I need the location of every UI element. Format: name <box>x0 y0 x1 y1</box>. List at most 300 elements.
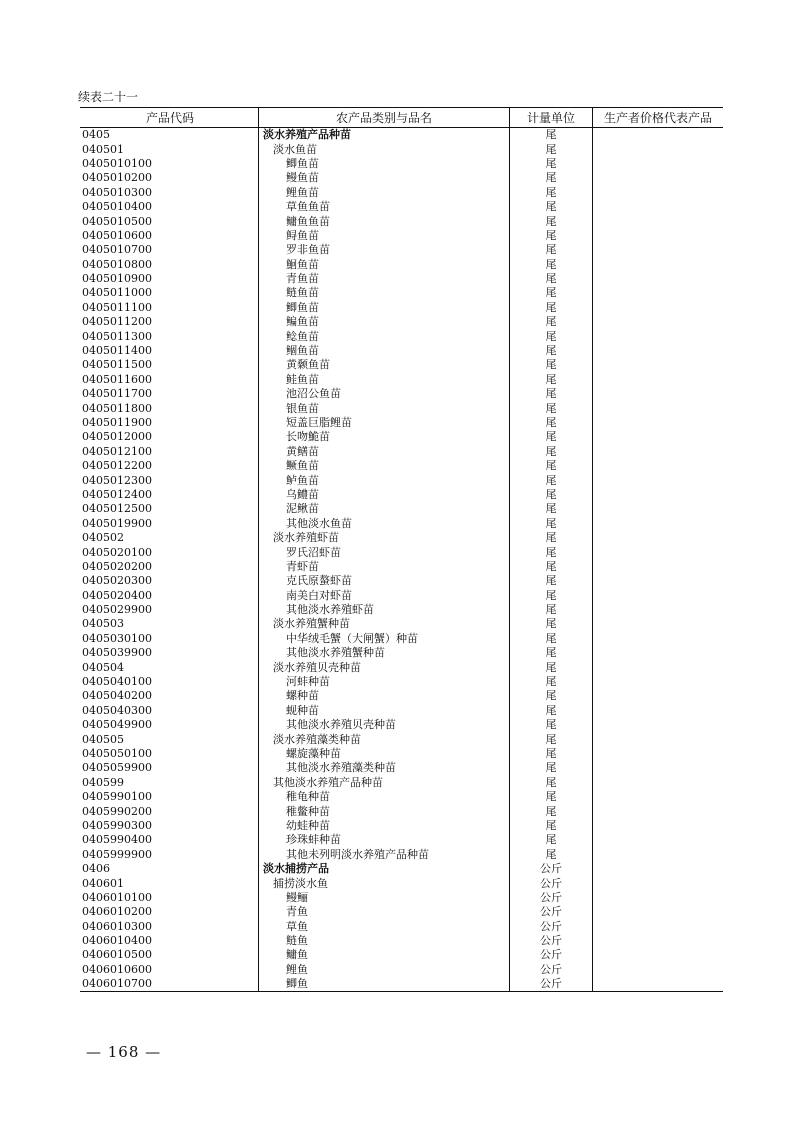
unit-cell: 尾 <box>510 517 593 531</box>
product-code-cell: 040502 <box>82 531 124 545</box>
representative-product-cell <box>593 646 724 660</box>
table-row <box>80 876 723 890</box>
product-code-cell: 0405012300 <box>82 473 152 487</box>
representative-product-cell <box>593 214 724 228</box>
representative-product-cell <box>593 531 724 545</box>
product-name-cell: 其他淡水鱼苗 <box>259 517 510 531</box>
unit-cell: 尾 <box>510 617 593 631</box>
table-row <box>80 344 723 358</box>
product-code-cell: 0406010600 <box>82 962 152 976</box>
table-row <box>80 531 723 545</box>
table-row <box>80 934 723 948</box>
representative-product-cell <box>593 142 724 156</box>
product-code-cell: 0405990100 <box>82 790 152 804</box>
table-row <box>80 157 723 171</box>
representative-product-cell <box>593 358 724 372</box>
product-catalog-table <box>80 107 723 992</box>
product-name-cell: 泥鳅苗 <box>259 502 510 516</box>
page-number: — 168 — <box>86 1043 162 1061</box>
product-code-cell: 0405010300 <box>82 185 152 199</box>
unit-cell: 尾 <box>510 502 593 516</box>
product-name-cell: 淡水养殖虾苗 <box>259 531 510 545</box>
product-code-cell: 0405010100 <box>82 156 152 170</box>
product-name-cell: 中华绒毛蟹（大闸蟹）种苗 <box>259 632 510 646</box>
representative-product-cell <box>593 934 724 948</box>
table-row <box>80 286 723 300</box>
product-name-cell: 黄鳝苗 <box>259 445 510 459</box>
unit-cell: 尾 <box>510 329 593 343</box>
unit-cell: 公斤 <box>510 948 593 962</box>
table-row <box>80 416 723 430</box>
product-name-cell: 其他未列明淡水养殖产品种苗 <box>259 848 510 862</box>
product-name-cell: 淡水养殖蟹种苗 <box>259 617 510 631</box>
table-row <box>80 128 723 143</box>
product-code-cell: 0405020300 <box>82 574 152 588</box>
product-name-cell: 螺旋藻种苗 <box>259 747 510 761</box>
table-row <box>80 373 723 387</box>
unit-cell: 尾 <box>510 848 593 862</box>
product-code-cell: 0405020400 <box>82 588 152 602</box>
representative-product-cell <box>593 272 724 286</box>
representative-product-cell <box>593 761 724 775</box>
representative-product-cell <box>593 718 724 732</box>
unit-cell: 尾 <box>510 459 593 473</box>
product-code-cell: 0406010700 <box>82 977 152 991</box>
product-code-cell: 0405011600 <box>82 372 152 386</box>
table-row <box>80 214 723 228</box>
table-row <box>80 948 723 962</box>
table-row <box>80 200 723 214</box>
unit-cell: 尾 <box>510 804 593 818</box>
product-name-cell: 鲈鱼苗 <box>259 473 510 487</box>
unit-cell: 尾 <box>510 258 593 272</box>
representative-product-cell <box>593 488 724 502</box>
product-code-cell: 0405010200 <box>82 171 152 185</box>
table-row <box>80 761 723 775</box>
product-code-cell: 0405011000 <box>82 286 152 300</box>
representative-product-cell <box>593 430 724 444</box>
representative-product-cell <box>593 416 724 430</box>
representative-product-cell <box>593 891 724 905</box>
product-name-cell: 鲢鱼苗 <box>259 286 510 300</box>
representative-product-cell <box>593 459 724 473</box>
table-row <box>80 171 723 185</box>
representative-product-cell <box>593 876 724 890</box>
unit-cell: 尾 <box>510 200 593 214</box>
unit-cell: 公斤 <box>510 963 593 977</box>
product-name-cell: 鲢鱼 <box>259 934 510 948</box>
product-code-cell: 040505 <box>82 732 124 746</box>
unit-cell: 尾 <box>510 646 593 660</box>
table-row <box>80 229 723 243</box>
product-name-cell: 鲫鱼苗 <box>259 301 510 315</box>
product-name-cell: 银鱼苗 <box>259 401 510 415</box>
table-row <box>80 301 723 315</box>
product-code-cell: 0405012000 <box>82 430 152 444</box>
table-row <box>80 977 723 992</box>
representative-product-cell <box>593 617 724 631</box>
unit-cell: 公斤 <box>510 876 593 890</box>
unit-cell: 尾 <box>510 387 593 401</box>
table-row <box>80 833 723 847</box>
product-code-cell: 0405030100 <box>82 631 152 645</box>
table-row <box>80 387 723 401</box>
unit-cell: 尾 <box>510 344 593 358</box>
product-code-cell: 0405040100 <box>82 675 152 689</box>
representative-product-cell <box>593 171 724 185</box>
representative-product-cell <box>593 301 724 315</box>
unit-cell: 尾 <box>510 675 593 689</box>
unit-cell: 尾 <box>510 833 593 847</box>
unit-cell: 尾 <box>510 689 593 703</box>
product-name-cell: 蚬种苗 <box>259 704 510 718</box>
product-code-cell: 0405011100 <box>82 300 152 314</box>
representative-product-cell <box>593 445 724 459</box>
product-code-cell: 0405999900 <box>82 847 152 861</box>
representative-product-cell <box>593 905 724 919</box>
table-row <box>80 459 723 473</box>
product-name-cell: 鳙鱼鱼苗 <box>259 214 510 228</box>
table-row <box>80 358 723 372</box>
product-name-cell: 幼蛙种苗 <box>259 819 510 833</box>
product-name-cell: 其他淡水养殖虾苗 <box>259 603 510 617</box>
unit-cell: 尾 <box>510 128 593 143</box>
table-row <box>80 919 723 933</box>
unit-cell: 尾 <box>510 358 593 372</box>
table-row <box>80 747 723 761</box>
representative-product-cell <box>593 315 724 329</box>
table-body <box>80 128 723 992</box>
table-row <box>80 632 723 646</box>
unit-cell: 尾 <box>510 171 593 185</box>
representative-product-cell <box>593 243 724 257</box>
representative-product-cell <box>593 387 724 401</box>
table-row <box>80 660 723 674</box>
table-row <box>80 272 723 286</box>
representative-product-cell <box>593 373 724 387</box>
unit-cell: 尾 <box>510 589 593 603</box>
product-name-cell: 鲫鱼 <box>259 977 510 992</box>
table-row <box>80 502 723 516</box>
unit-cell: 尾 <box>510 574 593 588</box>
representative-product-cell <box>593 517 724 531</box>
product-code-cell: 0405 <box>82 128 110 142</box>
representative-product-cell <box>593 747 724 761</box>
table-row <box>80 804 723 818</box>
product-name-cell: 池沼公鱼苗 <box>259 387 510 401</box>
product-code-cell: 0405012400 <box>82 487 152 501</box>
product-name-cell: 螺种苗 <box>259 689 510 703</box>
table-row <box>80 790 723 804</box>
table-row <box>80 704 723 718</box>
product-name-cell: 淡水捕捞产品 <box>259 862 510 876</box>
product-name-cell: 乌鳢苗 <box>259 488 510 502</box>
product-code-cell: 0405010600 <box>82 228 152 242</box>
product-name-cell: 草鱼鱼苗 <box>259 200 510 214</box>
representative-product-cell <box>593 977 724 992</box>
representative-product-cell <box>593 848 724 862</box>
product-name-cell: 稚龟种苗 <box>259 790 510 804</box>
representative-product-cell <box>593 660 724 674</box>
table-row <box>80 142 723 156</box>
unit-cell: 公斤 <box>510 977 593 992</box>
product-code-cell: 0405011300 <box>82 329 152 343</box>
product-name-cell: 鳙鱼 <box>259 948 510 962</box>
product-name-cell: 淡水养殖产品种苗 <box>259 128 510 143</box>
representative-product-cell <box>593 919 724 933</box>
representative-product-cell <box>593 258 724 272</box>
product-code-cell: 0405010400 <box>82 200 152 214</box>
table-row <box>80 905 723 919</box>
unit-cell: 尾 <box>510 632 593 646</box>
product-code-cell: 0405011800 <box>82 401 152 415</box>
unit-cell: 尾 <box>510 229 593 243</box>
table-header-row <box>80 108 723 128</box>
unit-cell: 尾 <box>510 531 593 545</box>
product-code-cell: 0405020200 <box>82 559 152 573</box>
representative-product-cell <box>593 675 724 689</box>
representative-product-cell <box>593 560 724 574</box>
unit-cell: 尾 <box>510 301 593 315</box>
product-code-cell: 0406010400 <box>82 934 152 948</box>
header-unit: 计量单位 <box>510 108 593 128</box>
representative-product-cell <box>593 948 724 962</box>
product-code-cell: 0405011200 <box>82 315 152 329</box>
product-code-cell: 0405059900 <box>82 761 152 775</box>
product-name-cell: 长吻鮠苗 <box>259 430 510 444</box>
representative-product-cell <box>593 329 724 343</box>
product-code-cell: 0405040300 <box>82 703 152 717</box>
product-code-cell: 0405010800 <box>82 257 152 271</box>
table-row <box>80 718 723 732</box>
product-name-cell: 其他淡水养殖产品种苗 <box>259 776 510 790</box>
representative-product-cell <box>593 589 724 603</box>
product-code-cell: 0405010500 <box>82 214 152 228</box>
unit-cell: 尾 <box>510 142 593 156</box>
product-name-cell: 稚鳖种苗 <box>259 804 510 818</box>
product-name-cell: 珍珠蚌种苗 <box>259 833 510 847</box>
unit-cell: 尾 <box>510 790 593 804</box>
representative-product-cell <box>593 804 724 818</box>
table-row <box>80 315 723 329</box>
product-name-cell: 青鱼苗 <box>259 272 510 286</box>
unit-cell: 尾 <box>510 747 593 761</box>
unit-cell: 尾 <box>510 473 593 487</box>
table-row <box>80 689 723 703</box>
product-code-cell: 0406010100 <box>82 890 152 904</box>
representative-product-cell <box>593 186 724 200</box>
representative-product-cell <box>593 502 724 516</box>
product-code-cell: 0405050100 <box>82 746 152 760</box>
product-code-cell: 0405039900 <box>82 646 152 660</box>
table-row <box>80 891 723 905</box>
unit-cell: 尾 <box>510 560 593 574</box>
unit-cell: 尾 <box>510 776 593 790</box>
unit-cell: 公斤 <box>510 919 593 933</box>
table-row <box>80 488 723 502</box>
table-row <box>80 848 723 862</box>
product-name-cell: 罗非鱼苗 <box>259 243 510 257</box>
product-code-cell: 0405019900 <box>82 516 152 530</box>
product-name-cell: 鲤鱼苗 <box>259 186 510 200</box>
unit-cell: 尾 <box>510 660 593 674</box>
unit-cell: 尾 <box>510 704 593 718</box>
representative-product-cell <box>593 862 724 876</box>
product-name-cell: 鲴鱼苗 <box>259 344 510 358</box>
product-name-cell: 淡水养殖藻类种苗 <box>259 732 510 746</box>
product-name-cell: 鲟鱼苗 <box>259 229 510 243</box>
product-code-cell: 040503 <box>82 617 124 631</box>
product-code-cell: 0406 <box>82 862 110 876</box>
representative-product-cell <box>593 229 724 243</box>
table-row <box>80 430 723 444</box>
product-name-cell: 鲶鱼苗 <box>259 329 510 343</box>
unit-cell: 尾 <box>510 401 593 415</box>
product-code-cell: 0405990400 <box>82 833 152 847</box>
product-name-cell: 短盖巨脂鲤苗 <box>259 416 510 430</box>
unit-cell: 公斤 <box>510 905 593 919</box>
unit-cell: 尾 <box>510 373 593 387</box>
product-code-cell: 0406010200 <box>82 905 152 919</box>
table-row <box>80 258 723 272</box>
unit-cell: 尾 <box>510 272 593 286</box>
unit-cell: 公斤 <box>510 891 593 905</box>
representative-product-cell <box>593 776 724 790</box>
representative-product-cell <box>593 545 724 559</box>
table-row <box>80 545 723 559</box>
product-name-cell: 鲑鱼苗 <box>259 373 510 387</box>
product-name-cell: 鳜鱼苗 <box>259 459 510 473</box>
representative-product-cell <box>593 819 724 833</box>
unit-cell: 公斤 <box>510 862 593 876</box>
product-name-cell: 河蚌种苗 <box>259 675 510 689</box>
unit-cell: 尾 <box>510 445 593 459</box>
product-code-cell: 0405990300 <box>82 818 152 832</box>
table-row <box>80 617 723 631</box>
product-name-cell: 克氏原螯虾苗 <box>259 574 510 588</box>
table-row <box>80 574 723 588</box>
unit-cell: 尾 <box>510 761 593 775</box>
table-row <box>80 646 723 660</box>
representative-product-cell <box>593 574 724 588</box>
product-code-cell: 0405011700 <box>82 387 152 401</box>
product-code-cell: 0405012500 <box>82 502 152 516</box>
product-code-cell: 0405012100 <box>82 444 152 458</box>
product-name-cell: 鳗鱼苗 <box>259 171 510 185</box>
product-code-cell: 0405990200 <box>82 804 152 818</box>
product-name-cell: 其他淡水养殖藻类种苗 <box>259 761 510 775</box>
header-product-code: 产品代码 <box>80 108 259 128</box>
representative-product-cell <box>593 157 724 171</box>
representative-product-cell <box>593 200 724 214</box>
product-name-cell: 其他淡水养殖蟹种苗 <box>259 646 510 660</box>
product-name-cell: 捕捞淡水鱼 <box>259 876 510 890</box>
table-row <box>80 589 723 603</box>
product-name-cell: 罗氏沼虾苗 <box>259 545 510 559</box>
representative-product-cell <box>593 689 724 703</box>
product-name-cell: 南美白对虾苗 <box>259 589 510 603</box>
representative-product-cell <box>593 732 724 746</box>
representative-product-cell <box>593 603 724 617</box>
table-row <box>80 675 723 689</box>
representative-product-cell <box>593 632 724 646</box>
representative-product-cell <box>593 344 724 358</box>
table-row <box>80 186 723 200</box>
representative-product-cell <box>593 790 724 804</box>
product-code-cell: 0405010900 <box>82 272 152 286</box>
representative-product-cell <box>593 286 724 300</box>
product-code-cell: 0405011900 <box>82 416 152 429</box>
header-category-name: 农产品类别与品名 <box>259 108 510 128</box>
product-name-cell: 鲫鱼苗 <box>259 157 510 171</box>
table-row <box>80 732 723 746</box>
table-row <box>80 862 723 876</box>
unit-cell: 尾 <box>510 157 593 171</box>
product-name-cell: 草鱼 <box>259 919 510 933</box>
product-name-cell: 青虾苗 <box>259 560 510 574</box>
product-code-cell: 040501 <box>82 142 124 156</box>
table-row <box>80 560 723 574</box>
unit-cell: 尾 <box>510 718 593 732</box>
representative-product-cell <box>593 473 724 487</box>
header-representative-product: 生产者价格代表产品 <box>593 108 724 128</box>
product-code-cell: 0405049900 <box>82 718 152 732</box>
product-name-cell: 鳗鲡 <box>259 891 510 905</box>
unit-cell: 尾 <box>510 286 593 300</box>
product-code-cell: 0405010700 <box>82 243 152 257</box>
table-row <box>80 329 723 343</box>
table-row <box>80 776 723 790</box>
product-code-cell: 0405029900 <box>82 603 152 617</box>
unit-cell: 尾 <box>510 186 593 200</box>
unit-cell: 尾 <box>510 315 593 329</box>
representative-product-cell <box>593 401 724 415</box>
representative-product-cell <box>593 128 724 143</box>
unit-cell: 尾 <box>510 732 593 746</box>
product-code-cell: 0405040200 <box>82 689 152 703</box>
product-name-cell: 鲤鱼 <box>259 963 510 977</box>
table-row <box>80 473 723 487</box>
product-code-cell: 0405020100 <box>82 545 152 559</box>
representative-product-cell <box>593 833 724 847</box>
product-code-cell: 0406010500 <box>82 948 152 962</box>
representative-product-cell <box>593 963 724 977</box>
table-row <box>80 517 723 531</box>
unit-cell: 公斤 <box>510 934 593 948</box>
product-code-cell: 040504 <box>82 660 124 674</box>
product-name-cell: 鳊鱼苗 <box>259 315 510 329</box>
product-name-cell: 鮰鱼苗 <box>259 258 510 272</box>
unit-cell: 尾 <box>510 243 593 257</box>
product-code-cell: 040601 <box>82 876 124 890</box>
unit-cell: 尾 <box>510 603 593 617</box>
table-row <box>80 243 723 257</box>
table-row <box>80 401 723 415</box>
unit-cell: 尾 <box>510 416 593 430</box>
table-caption: 续表二十一 <box>78 90 139 104</box>
unit-cell: 尾 <box>510 488 593 502</box>
product-name-cell: 青鱼 <box>259 905 510 919</box>
product-code-cell: 0405012200 <box>82 459 152 473</box>
product-name-cell: 淡水鱼苗 <box>259 142 510 156</box>
unit-cell: 尾 <box>510 545 593 559</box>
product-code-cell: 0405011400 <box>82 344 152 358</box>
unit-cell: 尾 <box>510 430 593 444</box>
representative-product-cell <box>593 704 724 718</box>
table-row <box>80 603 723 617</box>
product-name-cell: 黄颡鱼苗 <box>259 358 510 372</box>
product-code-cell: 0405011500 <box>82 358 152 372</box>
